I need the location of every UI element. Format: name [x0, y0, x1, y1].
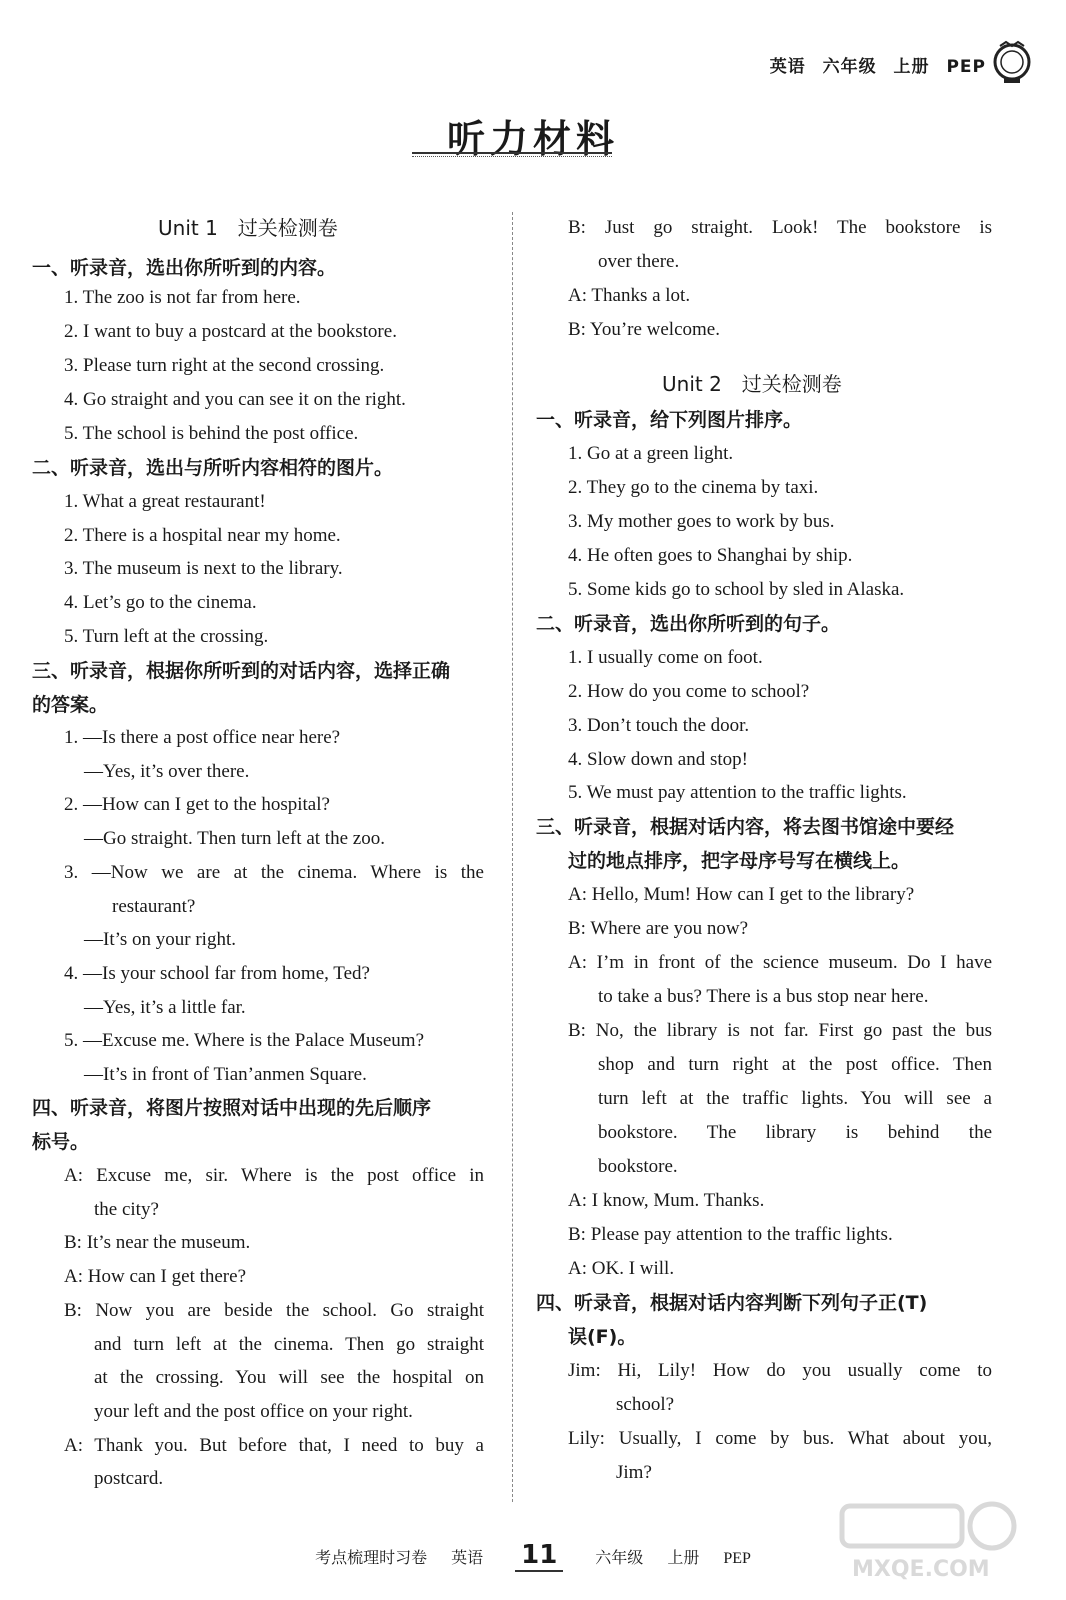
text-line: 4. Go straight and you can see it on the right.: [64, 389, 406, 410]
text-line: B: No, the library is not far. First go past the bus: [568, 1020, 992, 1041]
text-line: Jim: Hi, Lily! How do you usually come to: [568, 1360, 992, 1381]
text-line: to take a bus? There is a bus stop near here.: [598, 986, 929, 1007]
text-line: B: Please pay attention to the traffic lights.: [568, 1224, 893, 1245]
text-line: at the crossing. You will see the hospital on: [94, 1367, 484, 1388]
page-title: 听力材料: [446, 117, 619, 161]
text-line: 2. They go to the cinema by taxi.: [568, 477, 819, 498]
text-line: 5. Turn left at the crossing.: [64, 626, 269, 647]
running-header: [760, 52, 986, 77]
text-line: B: Just go straight. Look! The bookstore is: [568, 217, 992, 238]
text-line: B: You’re welcome.: [568, 319, 720, 340]
text-line: 2. How do you come to school?: [568, 681, 810, 702]
text-line: 2. There is a hospital near my home.: [64, 525, 341, 546]
unit-heading: Unit 2 过关检测卷: [662, 372, 842, 396]
text-line: school?: [616, 1394, 675, 1415]
text-line: 4. He often goes to Shanghai by ship.: [568, 545, 853, 566]
footer-grade: 六年级: [595, 1550, 644, 1567]
section-heading: 误(F)。: [568, 1326, 637, 1348]
text-line: —It’s on your right.: [84, 929, 236, 950]
text-line: 1. The zoo is not far from here.: [64, 287, 301, 308]
text-line: bookstore.: [598, 1156, 678, 1177]
text-line: A: Hello, Mum! How can I get to the library?: [568, 884, 915, 905]
text-line: A: Excuse me, sir. Where is the post office in: [64, 1165, 484, 1186]
section-heading: 四、听录音，根据对话内容判断下列句子正(T): [536, 1292, 928, 1314]
title-underline-dotted: [412, 156, 612, 157]
text-line: 3. The museum is next to the library.: [64, 558, 343, 579]
watermark-text: MXQE.COM: [852, 1557, 990, 1582]
text-line: 5. We must pay attention to the traffic lights.: [568, 782, 907, 803]
text-line: A: I’m in front of the science museum. Do I have: [568, 952, 992, 973]
text-line: 5. The school is behind the post office.: [64, 423, 359, 444]
text-line: bookstore. The library is behind the: [598, 1122, 992, 1143]
text-line: A: Thank you. But before that, I need to buy a: [64, 1435, 484, 1456]
text-line: 1. I usually come on foot.: [568, 647, 763, 668]
text-line: 1. What a great restaurant!: [64, 491, 266, 512]
text-line: 3. —Now we are at the cinema. Where is the: [64, 862, 484, 883]
text-line: Jim?: [616, 1462, 652, 1483]
footer-book: 考点梳理时习卷: [315, 1550, 428, 1567]
page-number: 11: [515, 1540, 563, 1572]
text-line: 2. —How can I get to the hospital?: [64, 794, 330, 815]
text-line: 3. Please turn right at the second crossing.: [64, 355, 385, 376]
text-line: 3. My mother goes to work by bus.: [568, 511, 835, 532]
section-heading: 一、听录音，选出你所听到的内容。: [32, 257, 337, 279]
section-heading: 三、听录音，根据你所听到的对话内容，选择正确: [32, 660, 451, 682]
watermark-logo: [832, 1496, 1022, 1586]
section-heading: 二、听录音，选出你所听到的句子。: [536, 613, 841, 635]
text-line: 4. Let’s go to the cinema.: [64, 592, 257, 613]
text-line: 4. Slow down and stop!: [568, 749, 748, 770]
text-line: 5. Some kids go to school by sled in Alaska.: [568, 579, 905, 600]
text-line: —Yes, it’s a little far.: [84, 997, 246, 1018]
text-line: —It’s in front of Tian’anmen Square.: [84, 1064, 367, 1085]
text-line: —Yes, it’s over there.: [84, 761, 250, 782]
text-line: B: Where are you now?: [568, 918, 749, 939]
text-line: Lily: Usually, I come by bus. What about you,: [568, 1428, 992, 1449]
header-subject: 英语: [769, 57, 806, 77]
text-line: A: Thanks a lot.: [568, 285, 691, 306]
section-heading: 二、听录音，选出与所听内容相符的图片。: [32, 457, 394, 479]
footer-subject: 英语: [451, 1550, 484, 1567]
text-line: A: How can I get there?: [64, 1266, 247, 1287]
footer-edition: PEP: [723, 1550, 751, 1567]
header-grade: 六年级: [822, 57, 877, 77]
text-line: B: It’s near the museum.: [64, 1232, 251, 1253]
text-line: your left and the post office on your right.: [94, 1401, 413, 1422]
text-line: A: OK. I will.: [568, 1258, 675, 1279]
header-edition: PEP: [946, 57, 986, 77]
footer-volume: 上册: [667, 1550, 700, 1567]
section-heading: 的答案。: [32, 694, 109, 716]
text-line: B: Now you are beside the school. Go straight: [64, 1300, 484, 1321]
section-heading: 三、听录音，根据对话内容，将去图书馆途中要经: [536, 816, 955, 838]
header-volume: 上册: [893, 57, 930, 77]
section-heading: 过的地点排序，把字母序号写在横线上。: [568, 850, 911, 872]
column-divider: [512, 212, 513, 1502]
text-line: over there.: [598, 251, 680, 272]
text-line: 2. I want to buy a postcard at the bookstore.: [64, 321, 397, 342]
section-heading: 一、听录音，给下列图片排序。: [536, 409, 803, 431]
text-line: postcard.: [94, 1468, 164, 1489]
text-line: —Go straight. Then turn left at the zoo.: [84, 828, 385, 849]
text-line: 3. Don’t touch the door.: [568, 715, 750, 736]
text-line: 5. —Excuse me. Where is the Palace Museum?: [64, 1030, 425, 1051]
text-line: 4. —Is your school far from home, Ted?: [64, 963, 370, 984]
unit-heading: Unit 1 过关检测卷: [158, 216, 338, 240]
text-line: the city?: [94, 1199, 159, 1220]
text-line: shop and turn right at the post office. Then: [598, 1054, 992, 1075]
text-line: 1. —Is there a post office near here?: [64, 727, 341, 748]
section-heading: 标号。: [32, 1131, 90, 1153]
text-line: and turn left at the cinema. Then go straight: [94, 1334, 484, 1355]
text-line: turn left at the traffic lights. You will see a: [598, 1088, 992, 1109]
text-line: A: I know, Mum. Thanks.: [568, 1190, 765, 1211]
text-line: restaurant?: [112, 896, 196, 917]
text-line: 1. Go at a green light.: [568, 443, 734, 464]
publisher-logo-icon: [992, 40, 1032, 86]
section-heading: 四、听录音，将图片按照对话中出现的先后顺序: [32, 1097, 432, 1119]
title-underline: [412, 152, 612, 154]
